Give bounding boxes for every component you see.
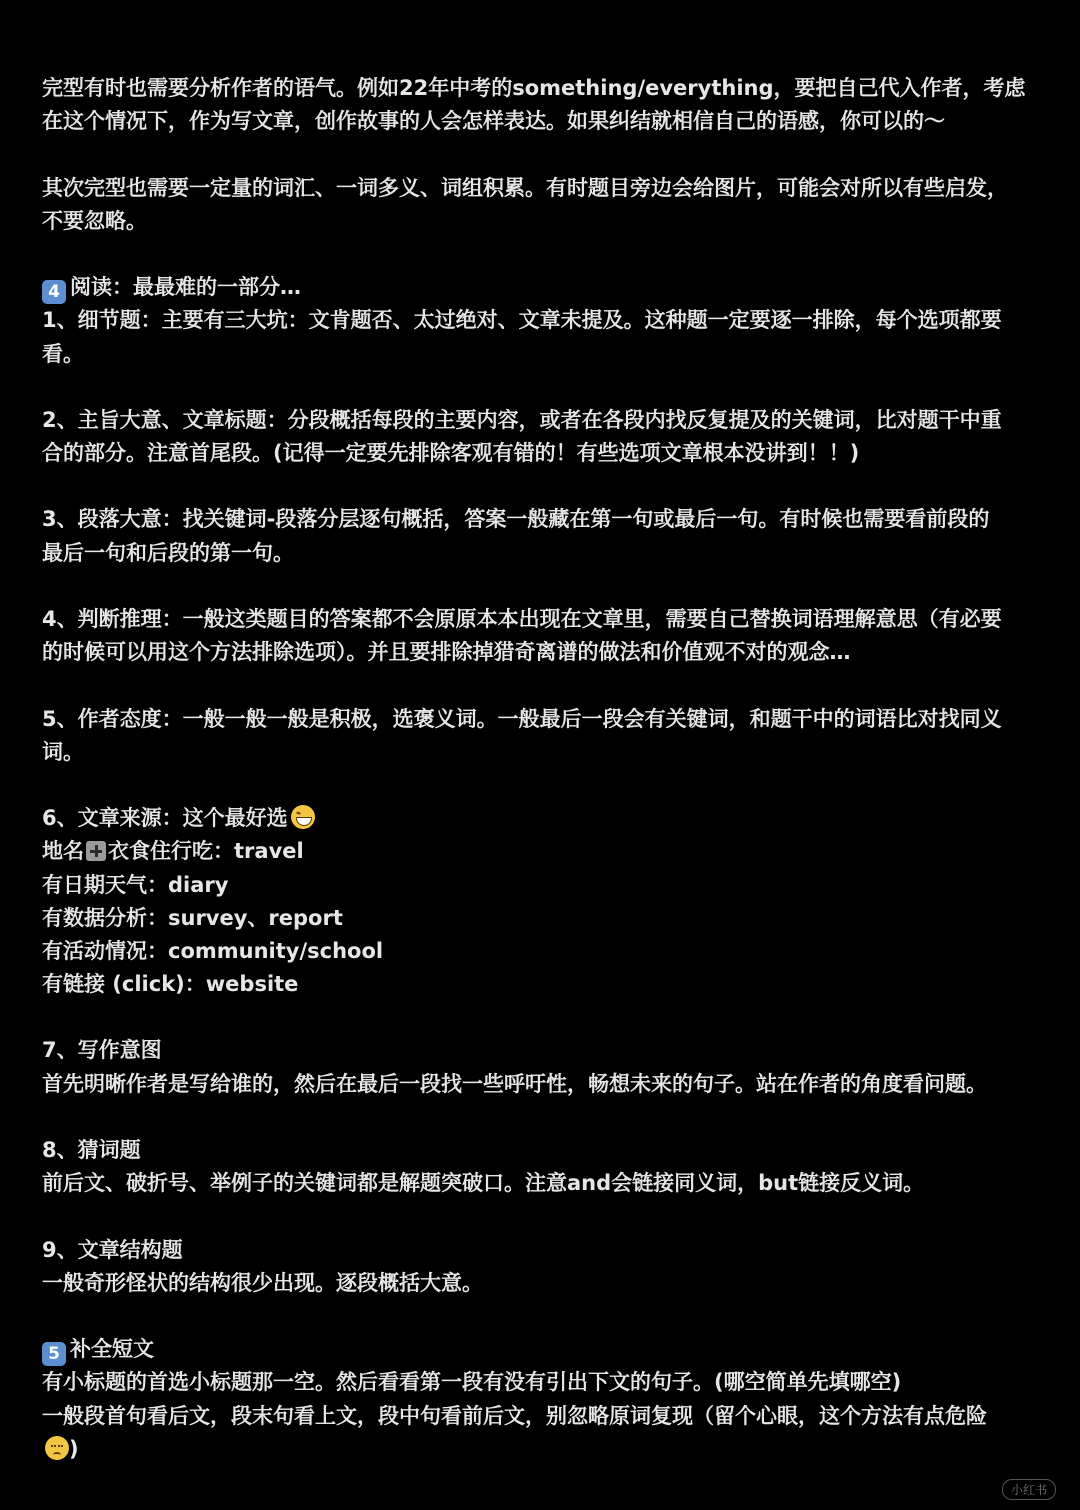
grinning-emoji-icon bbox=[291, 805, 315, 829]
text-line: 一般段首句看后文，段末句看上文，段中句看前后文，别忽略原词复现（留个心眼，这个方法有点危险 bbox=[42, 1403, 987, 1428]
text-segment: ) bbox=[69, 1436, 79, 1461]
text-line: 3、段落大意：找关键词-段落分层逐句概括，答案一般藏在第一句或最后一句。有时候也需要看前段的 bbox=[42, 507, 990, 532]
text-line: 有日期天气：diary bbox=[42, 872, 229, 897]
text-line: 一般奇形怪状的结构很少出现。逐段概括大意。 bbox=[42, 1270, 483, 1295]
text-line: 4、判断推理：一般这类题目的答案都不会原原本本出现在文章里，需要自己替换词语理解意思（有必要 bbox=[42, 607, 1002, 631]
text-line: 9、文章结构题 bbox=[42, 1237, 183, 1262]
plus-icon bbox=[86, 841, 106, 861]
text-line: 前后文、破折号、举例子的关键词都是解题突破口。注意and会链接同义词，but链接反义词。 bbox=[42, 1171, 925, 1196]
text-line: 7、写作意图 bbox=[42, 1038, 162, 1063]
text-line: 首先明晰作者是写给谁的，然后在最后一段找一些呼吁性，畅想未来的句子。站在作者的角度看问题。 bbox=[42, 1071, 987, 1096]
text-line: 完型有时也需要分析作者的语气。例如22年中考的something/everything，要把自己代入作者，考虑 bbox=[42, 76, 1026, 100]
text-line: 有数据分析：survey、report bbox=[42, 905, 343, 930]
note-content bbox=[42, 72, 1042, 1466]
section-title: 补全短文 bbox=[70, 1337, 154, 1362]
text-line bbox=[42, 1433, 1042, 1466]
number-4-badge-icon: 4 bbox=[42, 280, 66, 304]
text-line: 1、细节题：主要有三大坑：文肯题否、太过绝对、文章未提及。这种题一定要逐一排除，每个选项都要 bbox=[42, 308, 1002, 333]
text-line: 5、作者态度：一般一般一般是积极，选褒义词。一般最后一段会有关键词，和题干中的词语比对找同义 bbox=[42, 706, 1002, 731]
item-title: 6、文章来源：这个最好选 bbox=[42, 806, 288, 831]
text-line: 2、主旨大意、文章标题：分段概括每段的主要内容，或者在各段内找反复提及的关键词，比对题干中重 bbox=[42, 407, 1002, 432]
text-segment: 衣食住行吃：travel bbox=[108, 839, 304, 864]
text-line: 有小标题的首选小标题那一空。然后看看第一段有没有引出下文的句子。(哪空简单先填哪空) bbox=[42, 1370, 902, 1395]
text-line: 不要忽略。 bbox=[42, 208, 147, 233]
text-line bbox=[42, 802, 1042, 835]
text-line: 合的部分。注意首尾段。(记得一定要先排除客观有错的！有些选项文章根本没讲到！！) bbox=[42, 441, 860, 466]
text-line: 8、猜词题 bbox=[42, 1138, 141, 1162]
text-line bbox=[42, 835, 1042, 868]
text-line: 看。 bbox=[42, 341, 84, 366]
section-heading-cloze bbox=[42, 1333, 1042, 1366]
text-line: 有活动情况：community/school bbox=[42, 938, 384, 963]
text-line: 有链接 (click)：website bbox=[42, 972, 299, 997]
text-line: 在这个情况下，作为写文章，创作故事的人会怎样表达。如果纠结就相信自己的语感，你可以的～ bbox=[42, 109, 945, 134]
section-heading-reading bbox=[42, 271, 1042, 304]
sad-emoji-icon bbox=[45, 1436, 69, 1460]
text-line: 词。 bbox=[42, 739, 84, 764]
text-line: 的时候可以用这个方法排除选项）。并且要排除掉猎奇离谱的做法和价值观不对的观念… bbox=[42, 640, 851, 665]
watermark: 小红书 bbox=[1002, 1479, 1056, 1500]
section-title: 阅读：最最难的一部分… bbox=[70, 275, 301, 300]
text-line: 最后一句和后段的第一句。 bbox=[42, 540, 294, 565]
text-segment: 地名 bbox=[42, 839, 84, 864]
text-line: 其次完型也需要一定量的词汇、一词多义、词组积累。有时题目旁边会给图片，可能会对所以有些启发， bbox=[42, 175, 1008, 200]
number-5-badge-icon: 5 bbox=[42, 1342, 66, 1366]
